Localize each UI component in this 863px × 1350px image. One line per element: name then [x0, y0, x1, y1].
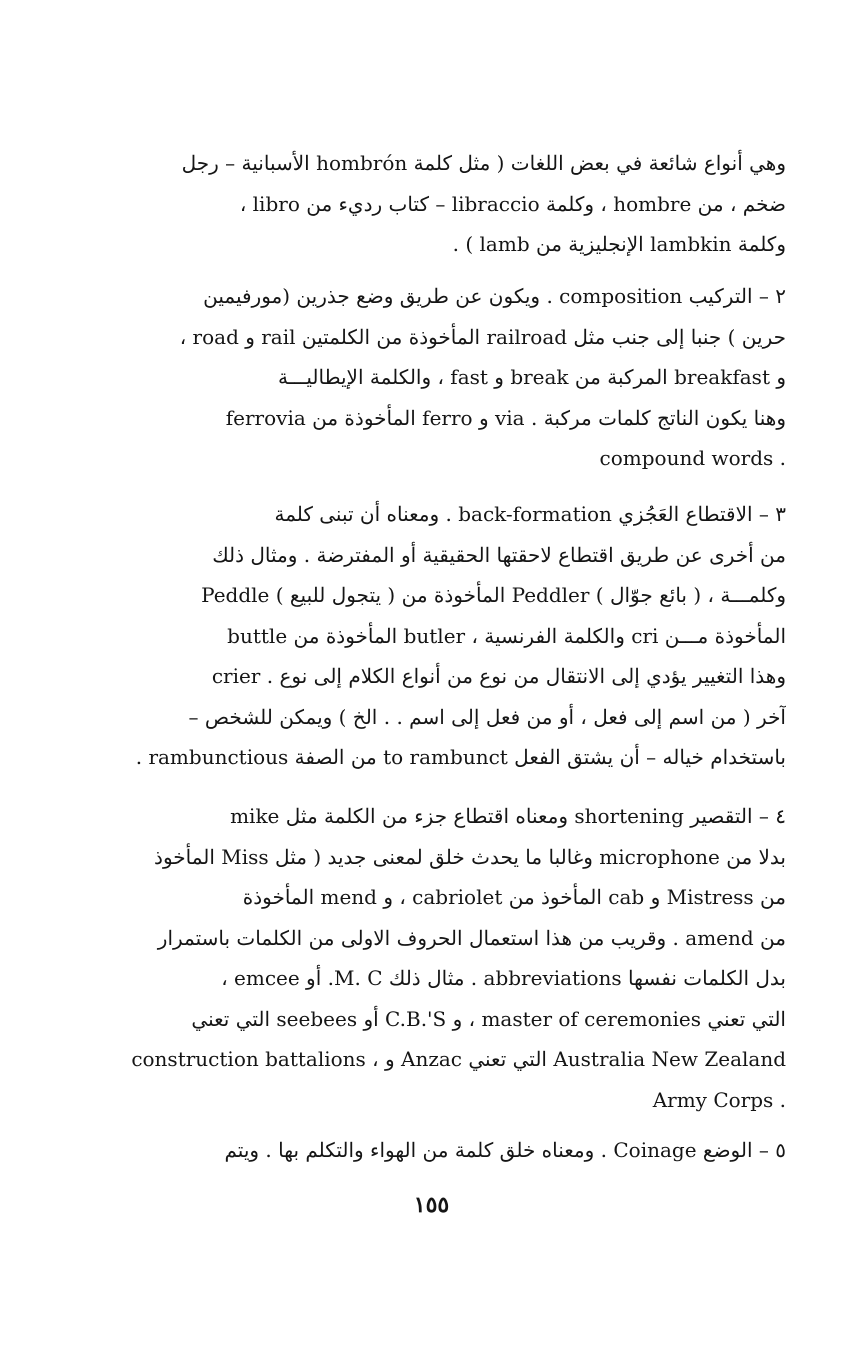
text-line: وكلمة lambkin الإنجليزية من lamb ) .	[452, 232, 786, 256]
text-line: ٢ – التركيب composition . ويكون عن طريق وضع جذرين (مورفيمين	[203, 284, 786, 308]
text-line: باستخدام خياله – أن يشتق الفعل to rambunct من الصفة rambunctious .	[135, 745, 786, 769]
text-line: حرين ) جنبا إلى جنب مثل railroad المأخوذة من الكلمتين rail و road ،	[179, 324, 786, 349]
text-line: آخر ( من اسم إلى فعل ، أو من فعل إلى اسم . . الخ ) ويمكن للشخص –	[188, 704, 786, 729]
text-line: بدلا من microphone وغالبا ما يحدث خلق لمعنى جديد ( مثل Miss المأخوذ	[154, 844, 786, 869]
text-line: من أخرى عن طريق اقتطاع لاحقتها الحقيقية أو المفترضة . ومثال ذلك	[212, 542, 786, 567]
paragraph-coinage	[118, 1130, 786, 1171]
text-line: و breakfast المركبة من break و fast ، والكلمة الإيطاليـــة	[278, 365, 786, 389]
paragraph-intro	[118, 143, 786, 265]
text-line: من Mistress و cab المأخوذ من cabriolet ، و mend المأخوذة	[242, 885, 786, 909]
text-line: ضخم ، من hombre ، وكلمة libraccio – كتاب رديء من libro ،	[239, 191, 786, 216]
paragraph-shortening	[118, 796, 786, 1120]
text-line: compound words .	[599, 446, 786, 470]
text-line: بدل الكلمات نفسها abbreviations . مثال ذلك M. C. أو emcee ،	[221, 966, 786, 990]
text-line: ٣ – الاقتطاع العَجُزي back-formation . ومعناه أن تبنى كلمة	[274, 502, 786, 526]
text-line: Peddle ( يتجول للبيع ) المأخوذة من Peddler ( بائع جوّال ) ، وكلمـــة	[201, 583, 786, 607]
text-line: Army Corps .	[652, 1087, 786, 1112]
text-line: ٥ – الوضع Coinage . ومعناه خلق كلمة من الهواء والتكلم بها . ويتم	[224, 1138, 786, 1162]
text-line: crier . وهذا التغيير يؤدي إلى الانتقال من نوع من أنواع الكلام إلى نوع	[211, 664, 786, 688]
text-line: construction battalions ، و Anzac التي تعني Australia New Zealand	[131, 1047, 786, 1071]
text-line: ferrovia المأخوذة من ferro و via . وهنا يكون الناتج كلمات مركبة	[225, 405, 786, 430]
text-line: ٤ – التقصير shortening ومعناه اقتطاع جزء من الكلمة مثل mike	[230, 804, 786, 828]
paragraph-back-formation	[118, 494, 786, 778]
text-line: التي تعني master of ceremonies ، و C.B.'S أو seebees التي تعني	[191, 1006, 786, 1031]
paragraph-composition	[118, 276, 786, 479]
page-number: ١٥٥	[413, 1192, 450, 1218]
text-line: وهي أنواع شائعة في بعض اللغات ( مثل كلمة hombrón الأسبانية – رجل	[181, 151, 786, 175]
text-line: من amend . وقريب من هذا استعمال الحروف الاولى من الكلمات باستمرار	[157, 925, 786, 950]
text-line: buttle المأخوذة من butler ، والكلمة الفرنسية cri المأخوذة مـــن	[227, 623, 786, 648]
